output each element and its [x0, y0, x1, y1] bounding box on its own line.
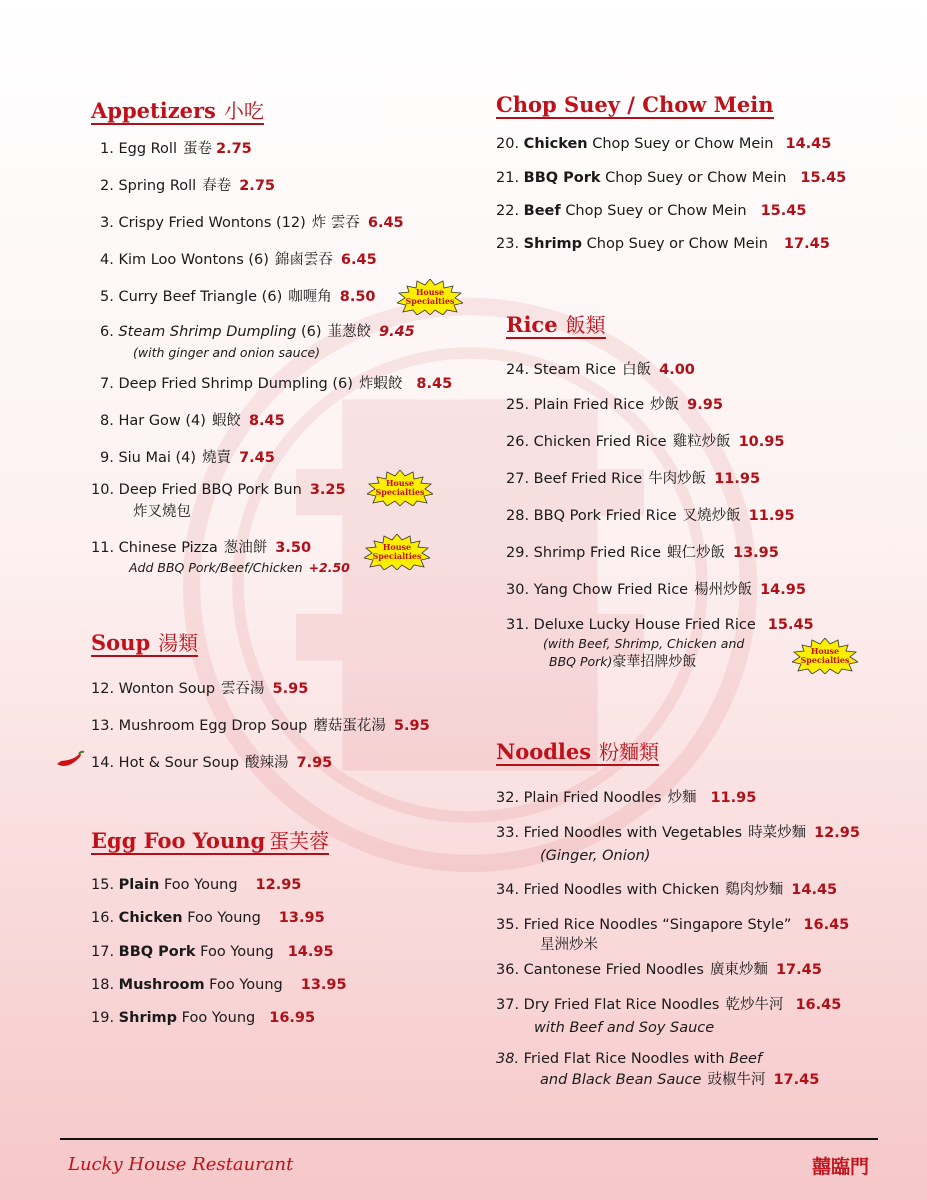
menu-item: 9. Siu Mai (4) 燒賣 7.45 — [100, 450, 275, 466]
menu-item: 38. Fried Flat Rice Noodles with Beef — [496, 1051, 763, 1067]
menu-item: 27. Beef Fried Rice 牛肉炒飯 11.95 — [506, 471, 761, 487]
item-zh-line: 星洲炒米 — [540, 937, 598, 953]
rice-title: Rice — [506, 312, 558, 337]
noodles-title-zh: 粉麵類 — [599, 740, 660, 764]
menu-item: 32. Plain Fried Noodles 炒麵 11.95 — [496, 790, 757, 806]
house-specialties-badge — [367, 470, 433, 506]
menu-item: 13. Mushroom Egg Drop Soup 蘑菇蛋花湯 5.95 — [91, 718, 430, 734]
svg-text:House: House — [382, 542, 412, 552]
item-note: BBQ Pork)豪華招牌炒飯 — [549, 654, 697, 670]
svg-text:House: House — [415, 287, 445, 297]
house-specialties-badge — [397, 279, 463, 315]
menu-item: 23. Shrimp Chop Suey or Chow Mein 17.45 — [496, 236, 830, 252]
restaurant-name: Lucky House Restaurant — [68, 1154, 294, 1175]
menu-item: 25. Plain Fried Rice 炒飯 9.95 — [506, 397, 723, 413]
menu-item: 29. Shrimp Fried Rice 蝦仁炒飯 13.95 — [506, 545, 779, 561]
restaurant-name-zh: 囍臨門 — [811, 1156, 869, 1178]
menu-item: 31. Deluxe Lucky House Fried Rice 15.45 — [506, 617, 814, 633]
menu-item: 30. Yang Chow Fried Rice 楊州炒飯 14.95 — [506, 582, 806, 598]
rice-title-zh: 飯類 — [565, 313, 606, 337]
menu-item: 17. BBQ Pork Foo Young 14.95 — [91, 944, 334, 960]
noodles-title: Noodles — [496, 739, 592, 764]
menu-item: 5. Curry Beef Triangle (6) 咖喱角 8.50 — [100, 289, 376, 305]
menu-item: 11. Chinese Pizza 葱油餅 3.50 — [91, 540, 312, 556]
item-note: Add BBQ Pork/Beef/Chicken +2.50 — [129, 560, 350, 575]
menu-item: 12. Wonton Soup 雲吞湯 5.95 — [91, 681, 309, 697]
item-note: (with ginger and onion sauce) — [133, 345, 321, 360]
menu-item: 3. Crispy Fried Wontons (12) 炸 雲吞 6.45 — [100, 215, 404, 231]
menu-item: 15. Plain Foo Young 12.95 — [91, 877, 302, 893]
chop-suey-heading — [496, 94, 774, 119]
menu-item: 20. Chicken Chop Suey or Chow Mein 14.45 — [496, 136, 832, 152]
menu-item: 1. Egg Roll 蛋卷 2.75 — [100, 141, 252, 157]
soup-title-zh: 湯類 — [158, 631, 199, 655]
menu-item: 33. Fried Noodles with Vegetables 時菜炒麵 12.95 — [496, 825, 860, 841]
chop-suey-title: Chop Suey / Chow Mein — [496, 92, 774, 117]
menu-item: 19. Shrimp Foo Young 16.95 — [91, 1010, 316, 1026]
item-note: with Beef and Soy Sauce — [534, 1020, 715, 1036]
egg-foo-young-title-zh: 蛋芙蓉 — [269, 829, 330, 853]
appetizers-title-zh: 小吃 — [223, 99, 264, 123]
menu-item: 35. Fried Rice Noodles “Singapore Style” 16.45 — [496, 917, 850, 933]
menu-item: 7. Deep Fried Shrimp Dumpling (6) 炸蝦餃 8.45 — [100, 376, 453, 392]
item-zh-line: 炸叉燒包 — [133, 504, 191, 520]
svg-text:Specialties: Specialties — [375, 487, 425, 497]
house-specialties-badge — [364, 534, 430, 570]
appetizers-heading — [91, 100, 264, 125]
item-note: (with Beef, Shrimp, Chicken and — [543, 636, 745, 651]
egg-foo-young-title: Egg Foo Young — [91, 828, 266, 853]
menu-item: 26. Chicken Fried Rice 雞粒炒飯 10.95 — [506, 434, 785, 450]
rice-heading — [506, 314, 606, 339]
chili-pepper-icon — [55, 750, 85, 770]
svg-text:House: House — [385, 478, 415, 488]
egg-foo-young-heading — [91, 830, 329, 855]
menu-item: 21. BBQ Pork Chop Suey or Chow Mein 15.45 — [496, 170, 847, 186]
soup-title: Soup — [91, 630, 151, 655]
menu-item: 10. Deep Fried BBQ Pork Bun 3.25 — [91, 482, 346, 498]
menu-item: 28. BBQ Pork Fried Rice 叉燒炒飯 11.95 — [506, 508, 795, 524]
menu-item: 14. Hot & Sour Soup 酸辣湯 7.95 — [91, 755, 333, 771]
menu-item: 2. Spring Roll 春卷 2.75 — [100, 178, 275, 194]
menu-item: 16. Chicken Foo Young 13.95 — [91, 910, 325, 926]
footer-divider — [60, 1138, 878, 1140]
item-note: (Ginger, Onion) — [540, 848, 651, 864]
menu-item: 37. Dry Fried Flat Rice Noodles 乾炒牛河 16.45 — [496, 997, 842, 1013]
menu-item: 36. Cantonese Fried Noodles 廣東炒麵 17.45 — [496, 962, 822, 978]
menu-item: 24. Steam Rice 白飯 4.00 — [506, 362, 695, 378]
menu-item: 22. Beef Chop Suey or Chow Mein 15.45 — [496, 203, 807, 219]
menu-item-continued: and Black Bean Sauce 豉椒牛河 17.45 — [540, 1072, 820, 1088]
svg-text:House: House — [810, 646, 840, 656]
menu-item: 18. Mushroom Foo Young 13.95 — [91, 977, 347, 993]
appetizers-title: Appetizers — [91, 98, 216, 123]
menu-item: 6. Steam Shrimp Dumpling (6) 韮葱餃 9.45 — [100, 324, 415, 340]
house-specialties-badge — [792, 638, 858, 674]
menu-item: 4. Kim Loo Wontons (6) 錦鹵雲吞 6.45 — [100, 252, 377, 268]
noodles-heading — [496, 741, 659, 766]
menu-item: 34. Fried Noodles with Chicken 鷄肉炒麵 14.45 — [496, 882, 838, 898]
soup-heading — [91, 632, 198, 657]
svg-text:Specialties: Specialties — [372, 551, 422, 561]
svg-text:Specialties: Specialties — [405, 296, 455, 306]
svg-text:Specialties: Specialties — [800, 655, 850, 665]
menu-item: 8. Har Gow (4) 蝦餃 8.45 — [100, 413, 285, 429]
